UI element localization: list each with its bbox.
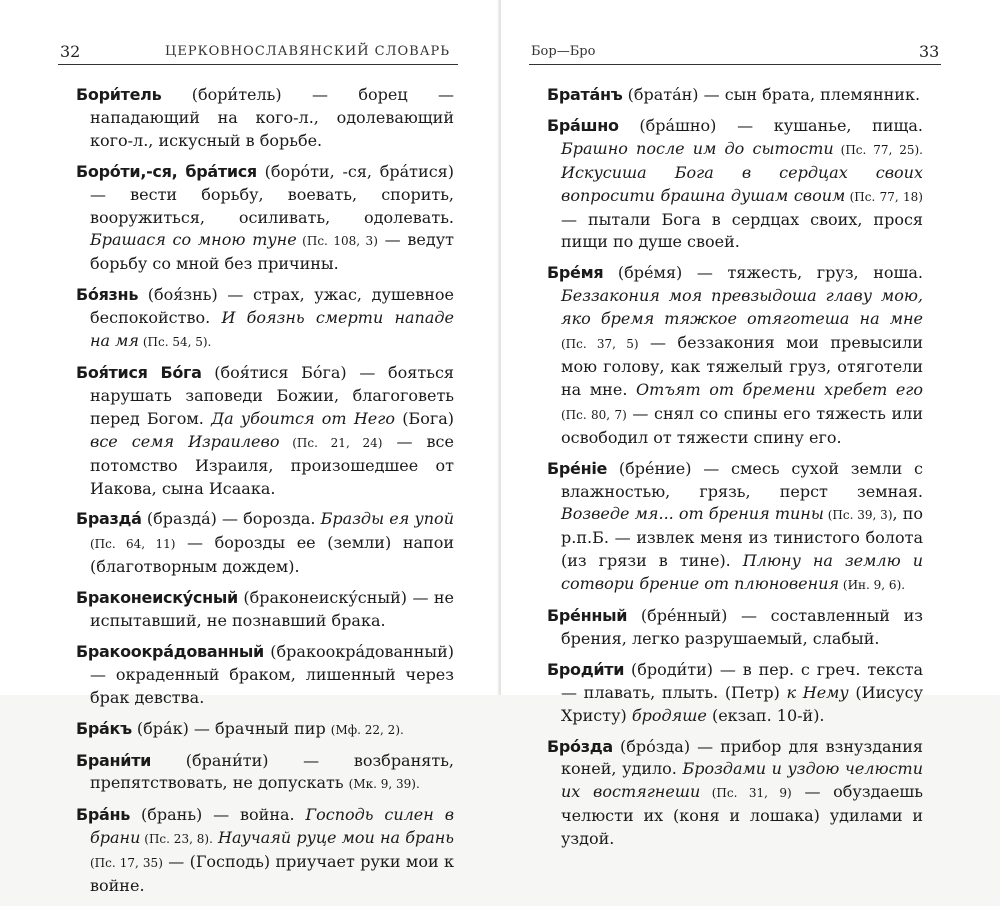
header-rule — [58, 64, 458, 65]
scripture-reference: (Пс. 39, 3) — [823, 508, 893, 523]
page-number: 32 — [60, 42, 81, 61]
definition-text: (бра́к) — брачный пир — [131, 718, 331, 738]
scripture-quote: бродяше — [631, 705, 707, 725]
definition-text: (браконеиску́сный) — не испытавший, не познавший брака. — [90, 588, 454, 631]
dictionary-entry — [76, 161, 454, 277]
definition-text: — снял со спины его тяжесть или освободил от тяжести спину его. — [561, 403, 923, 447]
running-head: ЦЕРКОВНОСЛАВЯНСКИЙ СЛОВАРЬ — [165, 44, 451, 59]
headword: Брани́ти — [76, 750, 152, 770]
dictionary-entry — [76, 362, 454, 500]
dictionary-entry — [76, 84, 454, 153]
scripture-quote: Броздами и уздою челюсти их востягнеши — [561, 759, 924, 802]
definition-text: (бразда́) — борозда. — [141, 509, 321, 529]
definition-text: (боро́ти, -ся, бра́тися) — вести борьбу, воевать, спорить, вооружиться, осиливать, одолевать. — [90, 161, 454, 227]
scripture-quote: И боязнь смерти нападе на мя — [90, 308, 455, 351]
scripture-reference: (Пс. 54, 5). — [139, 335, 212, 350]
headword: Бо́язнь — [76, 285, 139, 305]
scripture-reference: (Пс. 17, 35) — [90, 856, 163, 871]
dictionary-entry — [547, 736, 923, 852]
definition-text: — пытали Бога в сердцах своих, прося пищи по душе своей. — [561, 209, 923, 252]
definition-text: (Бога) — [394, 408, 454, 428]
scripture-reference: (Пс. 80, 7) — [561, 407, 627, 422]
headword: Броди́ти — [547, 659, 625, 679]
definition-text: — все потомство Израиля, произошедшее от Иакова, сына Исаака. — [90, 431, 454, 498]
dictionary-entry — [547, 605, 923, 651]
headword: Бре́нный — [547, 606, 628, 626]
scripture-quote: Отъят от бремени хребет его — [635, 379, 924, 399]
definition-text: (екзап. 10-й). — [706, 705, 825, 725]
dictionary-entry — [547, 115, 923, 254]
dictionary-entry — [547, 659, 923, 728]
dictionary-entry — [76, 508, 454, 579]
scripture-quote: Беззакония моя превзыдоша главу мою, яко бремя тяжкое отяготеша на мне — [561, 286, 923, 329]
scripture-reference: (Пс. 31, 9) — [700, 786, 792, 801]
headword: Бре́мя — [547, 263, 604, 283]
definition-text: (бракоокра́дованный) — окраденный браком, лишенный через брак девства. — [90, 641, 454, 707]
headword: Бра́къ — [76, 718, 132, 738]
scripture-quote: Да убоится от Него — [211, 408, 395, 428]
dictionary-entry — [76, 587, 454, 633]
definition-text: (бре́ние) — смесь сухой земли с влажностью, грязь, перст земная. — [561, 458, 923, 501]
scripture-reference: (Пс. 21, 24) — [279, 435, 383, 450]
definition-text: , по р.п.Б. — извлек меня из тинистого болота (из грязи в тине). — [561, 504, 924, 571]
scripture-reference: (Ин. 9, 6). — [839, 578, 906, 593]
scripture-quote: к Нему — [786, 682, 849, 702]
entries-column — [547, 84, 923, 859]
dictionary-entry — [547, 458, 923, 597]
headword: Брата́нъ — [547, 85, 623, 104]
scripture-reference: (Пс. 64, 11) — [90, 537, 176, 552]
headword: Бразда́ — [76, 509, 142, 529]
scripture-reference: (Пс. 37, 5) — [561, 337, 639, 352]
scripture-reference: (Пс. 108, 3) — [296, 234, 378, 249]
headword: Боя́тися Бо́га — [76, 362, 202, 382]
scripture-reference: (Пс. 77, 25). — [833, 142, 923, 157]
definition-text: — беззакония мои превысили мою голову, как тяжелый груз, отяготели на мне. — [561, 333, 923, 399]
header-rule — [529, 64, 941, 65]
definition-text: (бро́зда) — прибор для взнуздания коней, удило. — [561, 736, 923, 779]
definition-text: (бори́тель) — борец — нападающий на кого-л., одолевающий кого-л., искусный в борьбе. — [90, 85, 454, 150]
definition-text: — ведут борьбу со мной без причины. — [90, 230, 454, 274]
dictionary-entry — [76, 718, 454, 742]
dictionary-entry — [76, 804, 454, 898]
scripture-quote: Искусиша Бога в сердцах своих вопросити брашна душам своим — [561, 162, 923, 205]
scripture-reference: (Мк. 9, 39). — [348, 777, 420, 792]
scripture-quote: Брашася со мною туне — [90, 230, 297, 250]
definition-text: — (Господь) приучает руки мои к войне. — [90, 852, 454, 896]
scripture-quote: Брашно после им до сытости — [561, 138, 834, 158]
scripture-reference: (Мф. 22, 2). — [330, 722, 404, 737]
headword: Браконеиску́сный — [76, 588, 238, 608]
definition-text: (бра́шно) — кушанье, пища. — [618, 115, 923, 135]
dictionary-entry — [547, 84, 923, 107]
headword: Бра́шно — [547, 115, 619, 135]
scripture-reference: (Пс. 23, 8). — [140, 832, 213, 847]
definition-text: — обуздаешь челюсти их (коня и лошака) удилами и уздой. — [561, 782, 924, 849]
scripture-reference: (Пс. 77, 18) — [845, 189, 923, 204]
definition-text: (Иисусу Христу) — [561, 682, 923, 725]
scripture-quote: Научаяй руце мои на брань — [218, 828, 454, 848]
definition-text: (бре́мя) — тяжесть, груз, ноша. — [603, 263, 923, 283]
definition-text: (броди́ти) — в пер. с греч. текста — плавать, плыть. (Петр) — [561, 659, 923, 702]
definition-text: (брань) — война. — [130, 805, 306, 825]
dictionary-entry — [547, 262, 923, 449]
scripture-quote: Возведе мя... от брения тины — [561, 504, 824, 524]
headword: Бра́нь — [76, 805, 131, 825]
headword: Бре́ніе — [547, 458, 608, 478]
dictionary-entry — [76, 641, 454, 710]
definition-text: (бре́нный) — составленный из брения, легко разрушаемый, слабый. — [561, 606, 923, 648]
dictionary-entry — [76, 750, 454, 797]
headword: Боро́ти,-ся, бра́тися — [76, 161, 257, 181]
scripture-quote: Господь силен в брани — [90, 805, 454, 848]
definition-text: (брани́ти) — возбранять, препятствовать, не допускать — [90, 750, 454, 793]
running-head: Бор—Бро — [531, 44, 596, 59]
scripture-quote: Бразды ея упой — [320, 509, 454, 529]
definition-text: (брата́н) — сын брата, племянник. — [622, 85, 921, 104]
dictionary-entry — [76, 284, 454, 354]
definition-text: (боя́знь) — страх, ужас, душевное беспокойство. — [90, 285, 454, 328]
scripture-quote: все семя Израилево — [90, 431, 280, 451]
left-page — [0, 0, 499, 896]
right-page — [501, 0, 1000, 849]
headword: Бори́тель — [76, 85, 162, 104]
definition-text: (боя́тися Бо́га) — бояться нарушать заповеди Божии, благоговеть перед Богом. — [90, 362, 454, 428]
headword: Бро́зда — [547, 736, 613, 756]
page-number: 33 — [919, 42, 940, 61]
entries-column — [76, 84, 454, 906]
definition-text: — борозды ее (земли) напои (благотворным дождем). — [90, 533, 454, 577]
headword: Бракоокра́дованный — [76, 641, 264, 661]
scripture-quote: Плюну на землю и сотвори брение от плюновения — [561, 551, 924, 594]
